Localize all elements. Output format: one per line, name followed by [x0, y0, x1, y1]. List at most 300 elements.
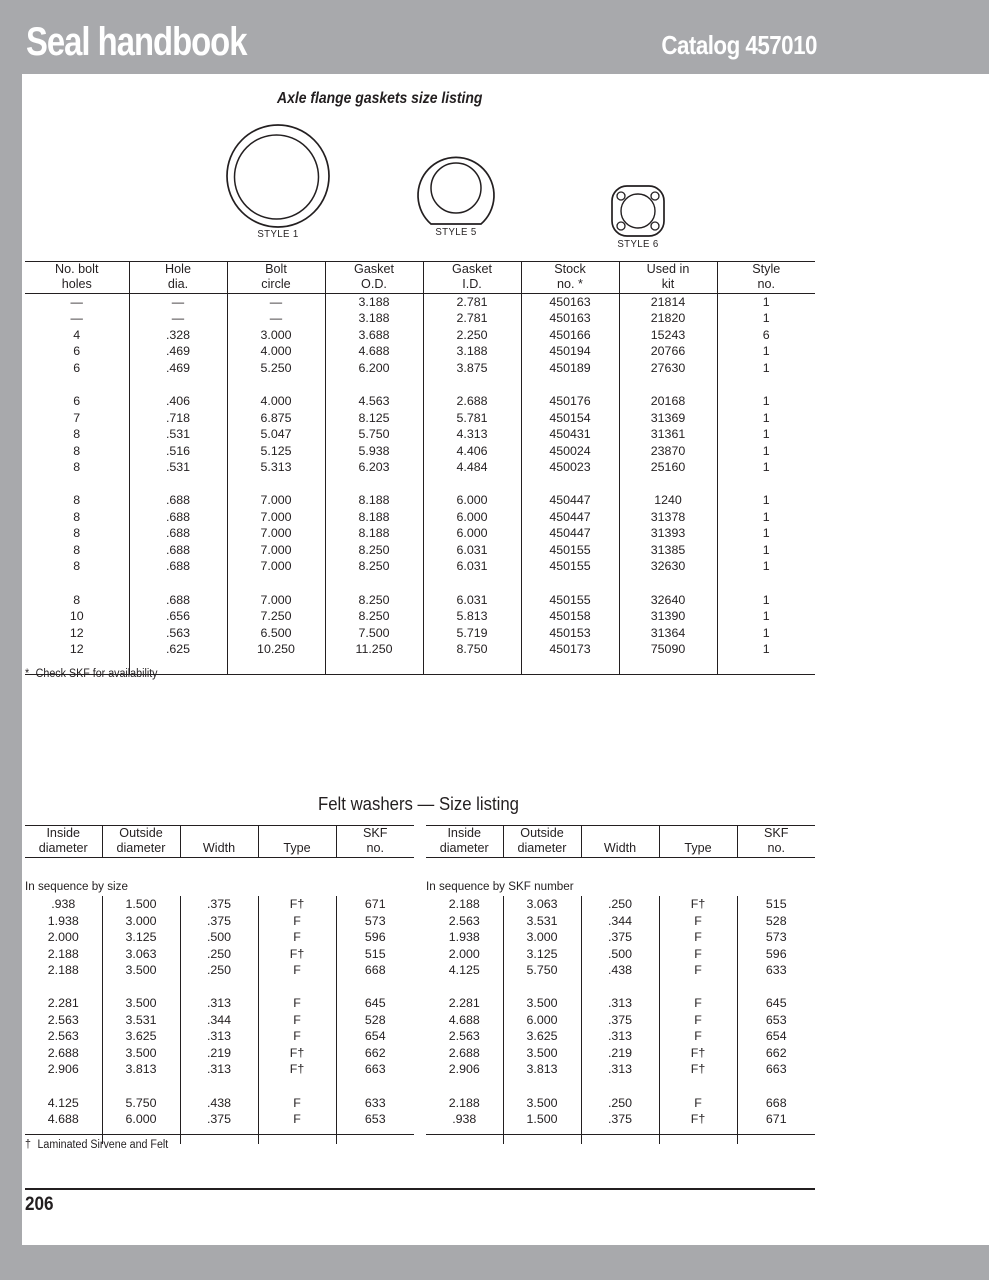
table-cell: .531 — [129, 459, 227, 476]
spacer-cell — [503, 979, 581, 996]
table-cell: 4.688 — [426, 1012, 503, 1029]
spacer-cell — [619, 376, 717, 393]
felt-right-header-row — [426, 826, 815, 858]
table-cell: F — [258, 1012, 336, 1029]
spacer-cell — [659, 1078, 737, 1095]
table-cell: F — [659, 946, 737, 963]
column-header-width-left: Width — [180, 826, 258, 858]
table-cell: 15243 — [619, 327, 717, 344]
table-cell: 573 — [364, 913, 386, 928]
table-cell: 6.500 — [227, 625, 325, 642]
table-cell: .313 — [581, 1061, 659, 1078]
table-cell: 7.000 — [227, 542, 325, 559]
table-cell: 8.250 — [325, 592, 423, 609]
table-cell: .313 — [180, 995, 258, 1012]
axle-table-header-row — [25, 262, 815, 294]
table-cell: 7.500 — [325, 625, 423, 642]
table-cell: 654 — [765, 1029, 787, 1044]
table-cell: .469 — [129, 360, 227, 377]
table-cell: 8.250 — [325, 558, 423, 575]
table-cell: 1 — [762, 642, 770, 657]
table-row — [25, 542, 815, 559]
table-cell: 8 — [25, 492, 129, 509]
table-cell: 2.188 — [25, 946, 102, 963]
spacer-cell — [423, 658, 521, 675]
table-cell: 3.500 — [102, 1045, 180, 1062]
table-row — [426, 1012, 815, 1029]
table-cell: .563 — [129, 625, 227, 642]
table-cell: 450447 — [521, 509, 619, 526]
footer-band — [0, 1245, 989, 1280]
table-cell: 75090 — [619, 641, 717, 658]
table-cell: 573 — [765, 930, 787, 945]
table-cell: .688 — [129, 509, 227, 526]
table-cell: F† — [258, 1045, 336, 1062]
table-cell: 450189 — [521, 360, 619, 377]
table-cell: 7.000 — [227, 592, 325, 609]
table-cell: 8 — [25, 443, 129, 460]
table-row — [25, 896, 414, 913]
table-cell: 653 — [765, 1012, 787, 1027]
table-row — [25, 946, 414, 963]
table-row — [25, 1045, 414, 1062]
table-cell: 5.750 — [102, 1095, 180, 1112]
table-cell: 2.188 — [426, 1095, 503, 1112]
axle-section-title: Axle flange gaskets size listing — [277, 90, 483, 107]
spacer-cell — [521, 376, 619, 393]
table-cell: 21820 — [619, 310, 717, 327]
table-cell: 3.000 — [503, 929, 581, 946]
table-cell: 31378 — [619, 509, 717, 526]
table-row — [25, 310, 815, 327]
column-header-width-right: Width — [581, 826, 659, 858]
group-spacer-row — [25, 376, 815, 393]
table-cell: 6.875 — [227, 410, 325, 427]
table-cell: 6.031 — [423, 558, 521, 575]
table-cell: 8.188 — [325, 525, 423, 542]
table-row — [426, 1111, 815, 1128]
table-cell: 450155 — [521, 592, 619, 609]
table-row — [25, 1012, 414, 1029]
table-cell: 8.250 — [325, 608, 423, 625]
table-cell: F — [258, 1111, 336, 1128]
table-cell: F† — [258, 896, 336, 913]
felt-right-sequence-label: In sequence by SKF number — [426, 879, 574, 893]
table-row — [25, 995, 414, 1012]
table-cell: F† — [659, 1045, 737, 1062]
spacer-cell — [521, 575, 619, 592]
table-cell: 5.813 — [423, 608, 521, 625]
table-cell: F† — [258, 1061, 336, 1078]
felt-footnote-marker: † — [25, 1139, 31, 1151]
table-cell: 2.281 — [25, 995, 102, 1012]
table-cell: 1 — [762, 592, 770, 607]
table-cell: 668 — [765, 1095, 787, 1110]
table-cell: 5.047 — [227, 426, 325, 443]
spacer-cell — [227, 376, 325, 393]
table-cell: 5.125 — [227, 443, 325, 460]
table-cell: .688 — [129, 558, 227, 575]
table-cell: 5.781 — [423, 410, 521, 427]
table-cell: 1 — [762, 360, 770, 375]
table-cell: .938 — [25, 896, 102, 913]
table-cell: 515 — [765, 897, 787, 911]
table-row — [25, 641, 815, 658]
spacer-cell — [227, 575, 325, 592]
axle-footnote-text: Check SKF for availability — [35, 668, 158, 680]
table-cell: .344 — [180, 1012, 258, 1029]
table-row — [25, 913, 414, 930]
table-cell: 6 — [25, 343, 129, 360]
table-row — [25, 360, 815, 377]
table-cell: 6 — [25, 360, 129, 377]
style-5-ring-icon — [407, 148, 505, 230]
table-cell: 450158 — [521, 608, 619, 625]
column-header-type-left: Type — [258, 826, 336, 858]
table-cell: 8 — [25, 426, 129, 443]
table-cell: 1 — [762, 542, 770, 557]
table-row — [426, 1028, 815, 1045]
table-cell: 450173 — [521, 641, 619, 658]
group-spacer-row — [25, 476, 815, 493]
table-cell: 2.188 — [25, 962, 102, 979]
table-cell: 6.000 — [503, 1012, 581, 1029]
table-row — [25, 343, 815, 360]
table-cell: 7 — [25, 410, 129, 427]
table-cell: F — [258, 913, 336, 930]
felt-left-header-row — [25, 826, 414, 858]
table-cell: 450431 — [521, 426, 619, 443]
table-cell: 1.938 — [25, 913, 102, 930]
table-cell: 450447 — [521, 525, 619, 542]
style-5-label: STYLE 5 — [435, 226, 477, 238]
table-cell: .313 — [180, 1028, 258, 1045]
table-cell: .516 — [129, 443, 227, 460]
table-cell: F† — [659, 896, 737, 913]
spacer-cell — [25, 979, 102, 996]
table-cell: 3.063 — [102, 946, 180, 963]
column-header-stock-no: Stock no. * — [521, 262, 619, 294]
table-cell: 1 — [762, 460, 770, 475]
catalog-number: Catalog 457010 — [661, 30, 817, 60]
spacer-cell — [258, 1078, 336, 1095]
table-row — [25, 1061, 414, 1078]
table-cell: 6.200 — [325, 360, 423, 377]
table-row — [25, 327, 815, 344]
table-cell: 450024 — [521, 443, 619, 460]
table-cell: 3.000 — [102, 913, 180, 930]
spacer-cell — [102, 979, 180, 996]
table-row — [25, 1111, 414, 1128]
group-spacer-row — [426, 1128, 815, 1145]
table-cell: 31361 — [619, 426, 717, 443]
table-cell: — — [227, 310, 325, 327]
table-cell: 10 — [25, 608, 129, 625]
table-cell: .500 — [581, 946, 659, 963]
axle-flange-gaskets-table — [25, 261, 815, 675]
page-body — [22, 74, 989, 1245]
table-cell: 5.750 — [325, 426, 423, 443]
table-cell: 12 — [25, 641, 129, 658]
table-cell: 3.688 — [325, 327, 423, 344]
spacer-cell — [227, 658, 325, 675]
table-cell: 20766 — [619, 343, 717, 360]
spacer-cell — [717, 376, 815, 393]
table-row — [25, 592, 815, 609]
table-cell: 2.688 — [423, 393, 521, 410]
table-cell: 1.500 — [503, 1111, 581, 1128]
style-6-flange-icon — [604, 180, 672, 242]
table-cell: 7.000 — [227, 492, 325, 509]
page-number: 206 — [25, 1194, 54, 1215]
spacer-cell — [325, 658, 423, 675]
spacer-cell — [180, 1128, 258, 1145]
table-cell: F — [258, 1095, 336, 1112]
table-row — [25, 492, 815, 509]
spacer-cell — [129, 376, 227, 393]
spacer-cell — [336, 1128, 414, 1145]
table-row — [25, 1095, 414, 1112]
table-cell: 2.906 — [25, 1061, 102, 1078]
table-cell: F — [258, 962, 336, 979]
table-cell: 1 — [762, 394, 770, 408]
spacer-cell — [521, 658, 619, 675]
table-row — [25, 410, 815, 427]
table-cell: .938 — [426, 1111, 503, 1128]
table-cell: .375 — [180, 896, 258, 913]
spacer-cell — [102, 1078, 180, 1095]
table-cell: 2.688 — [25, 1045, 102, 1062]
table-cell: .375 — [581, 1012, 659, 1029]
table-cell: .688 — [129, 542, 227, 559]
table-cell: 450447 — [521, 492, 619, 509]
table-cell: 633 — [364, 1095, 386, 1110]
table-cell: .656 — [129, 608, 227, 625]
table-cell: 3.188 — [423, 343, 521, 360]
table-cell: 1 — [762, 609, 770, 624]
table-cell: — — [25, 293, 129, 310]
table-cell: 31364 — [619, 625, 717, 642]
table-cell: F — [659, 913, 737, 930]
table-cell: 596 — [765, 946, 787, 961]
table-cell: 1 — [762, 311, 770, 326]
felt-right-body — [426, 896, 815, 1144]
table-cell: F — [659, 1028, 737, 1045]
table-cell: 3.625 — [102, 1028, 180, 1045]
spacer-cell — [325, 476, 423, 493]
spacer-cell — [659, 1128, 737, 1145]
column-header-style-no: Style no. — [752, 262, 781, 292]
table-cell: 4.313 — [423, 426, 521, 443]
table-cell: 3.000 — [227, 327, 325, 344]
table-row — [25, 1028, 414, 1045]
table-cell: 1 — [762, 526, 770, 541]
table-cell: 25160 — [619, 459, 717, 476]
table-cell: 450166 — [521, 327, 619, 344]
felt-left-sequence-label: In sequence by size — [25, 879, 128, 893]
table-cell: F† — [659, 1111, 737, 1128]
table-cell: 662 — [765, 1045, 787, 1060]
table-cell: 8.750 — [423, 641, 521, 658]
table-cell: 671 — [765, 1112, 787, 1127]
table-cell: 8.125 — [325, 410, 423, 427]
table-cell: 32640 — [619, 592, 717, 609]
table-cell: 7.000 — [227, 558, 325, 575]
table-cell: 4.484 — [423, 459, 521, 476]
table-cell: 5.750 — [503, 962, 581, 979]
table-cell: 7.000 — [227, 525, 325, 542]
spacer-cell — [503, 1078, 581, 1095]
table-cell: 8.250 — [325, 542, 423, 559]
column-header-gasket-id: Gasket I.D. — [423, 262, 521, 294]
style-1-ring-icon — [219, 122, 337, 230]
table-cell: 3.500 — [503, 995, 581, 1012]
table-cell: 23870 — [619, 443, 717, 460]
table-cell: 450176 — [521, 393, 619, 410]
felt-washers-right-data-table — [426, 896, 815, 1144]
group-spacer-row — [426, 1078, 815, 1095]
table-cell: 2.563 — [25, 1012, 102, 1029]
table-cell: 31385 — [619, 542, 717, 559]
spacer-cell — [325, 376, 423, 393]
spacer-cell — [180, 979, 258, 996]
table-cell: 6.000 — [423, 509, 521, 526]
table-cell: F — [659, 929, 737, 946]
table-cell: 515 — [364, 946, 386, 961]
table-row — [25, 509, 815, 526]
table-cell: .688 — [129, 592, 227, 609]
table-cell: 3.875 — [423, 360, 521, 377]
table-cell: .344 — [581, 913, 659, 930]
table-cell: .328 — [129, 327, 227, 344]
spacer-cell — [737, 1128, 815, 1145]
table-cell: 4.688 — [325, 343, 423, 360]
spacer-cell — [717, 575, 815, 592]
spacer-cell — [581, 1078, 659, 1095]
table-cell: .375 — [581, 1111, 659, 1128]
table-cell: 4.406 — [423, 443, 521, 460]
column-header-hole-dia: Hole dia. — [129, 262, 227, 294]
table-cell: 1 — [762, 344, 770, 359]
table-cell: 450153 — [521, 625, 619, 642]
spacer-cell — [180, 1078, 258, 1095]
table-cell: .219 — [180, 1045, 258, 1062]
spacer-cell — [25, 476, 129, 493]
table-cell: 645 — [364, 996, 386, 1011]
table-cell: 3.188 — [325, 310, 423, 327]
table-row — [426, 1061, 815, 1078]
spacer-cell — [423, 575, 521, 592]
felt-washers-left-data-table — [25, 896, 414, 1144]
felt-footnote-text: Laminated Sirvene and Felt — [37, 1139, 169, 1151]
table-cell: 1240 — [619, 492, 717, 509]
column-header-skf-no-right: SKF no. — [764, 826, 789, 856]
table-cell: 6.031 — [423, 592, 521, 609]
table-row — [25, 625, 815, 642]
table-cell: 528 — [364, 1012, 386, 1027]
spacer-cell — [325, 575, 423, 592]
column-header-type-right: Type — [659, 826, 737, 858]
table-cell: 2.188 — [426, 896, 503, 913]
table-cell: 450155 — [521, 542, 619, 559]
style-6-diagram — [604, 180, 672, 250]
table-cell: .250 — [180, 962, 258, 979]
group-spacer-row — [25, 1078, 414, 1095]
table-cell: .219 — [581, 1045, 659, 1062]
table-cell: 5.719 — [423, 625, 521, 642]
table-cell: 6 — [762, 327, 770, 342]
spacer-cell — [619, 575, 717, 592]
table-cell: 668 — [364, 963, 386, 978]
table-cell: 6.031 — [423, 542, 521, 559]
table-cell: 5.938 — [325, 443, 423, 460]
table-cell: 450155 — [521, 558, 619, 575]
table-cell: .313 — [180, 1061, 258, 1078]
table-cell: 32630 — [619, 558, 717, 575]
table-cell: 10.250 — [227, 641, 325, 658]
table-cell: 654 — [364, 1029, 386, 1044]
table-cell: .250 — [581, 896, 659, 913]
spacer-cell — [659, 979, 737, 996]
table-cell: 6.000 — [423, 492, 521, 509]
table-cell: .375 — [581, 929, 659, 946]
table-row — [426, 946, 815, 963]
table-cell: 8.188 — [325, 509, 423, 526]
spacer-cell — [129, 476, 227, 493]
table-cell: F — [258, 929, 336, 946]
table-cell: 6.000 — [102, 1111, 180, 1128]
table-cell: 4.125 — [25, 1095, 102, 1112]
table-cell: 3.500 — [503, 1095, 581, 1112]
axle-table-body — [25, 293, 815, 675]
table-cell: 8 — [25, 459, 129, 476]
table-cell: 4.125 — [426, 962, 503, 979]
table-cell: F — [659, 1012, 737, 1029]
spacer-cell — [426, 1078, 503, 1095]
table-row — [426, 1095, 815, 1112]
felt-washers-left-header-table — [25, 825, 414, 858]
table-cell: 653 — [364, 1112, 386, 1127]
table-cell: 1.938 — [426, 929, 503, 946]
table-cell: .250 — [581, 1095, 659, 1112]
column-header-outside-diameter-left: Outside diameter — [102, 826, 180, 858]
felt-left-body — [25, 896, 414, 1144]
table-cell: 3.125 — [503, 946, 581, 963]
table-cell: 27630 — [619, 360, 717, 377]
table-cell: 8 — [25, 558, 129, 575]
table-cell: — — [25, 310, 129, 327]
table-cell: 20168 — [619, 393, 717, 410]
spacer-cell — [258, 979, 336, 996]
table-cell: 12 — [25, 625, 129, 642]
style-diagram-row — [22, 122, 815, 260]
table-cell: 662 — [364, 1045, 386, 1060]
table-cell: F† — [258, 946, 336, 963]
felt-left-bottom-rule — [25, 1134, 414, 1135]
table-cell: 3.531 — [503, 913, 581, 930]
table-cell: F — [258, 1028, 336, 1045]
table-cell: 2.000 — [25, 929, 102, 946]
table-cell: 3.813 — [102, 1061, 180, 1078]
spacer-cell — [503, 1128, 581, 1145]
table-cell: 8 — [25, 592, 129, 609]
table-cell: 663 — [765, 1062, 787, 1077]
spacer-cell — [258, 1128, 336, 1145]
table-cell: F — [659, 995, 737, 1012]
table-cell: .375 — [180, 913, 258, 930]
spacer-cell — [426, 1128, 503, 1145]
table-cell: 7.250 — [227, 608, 325, 625]
